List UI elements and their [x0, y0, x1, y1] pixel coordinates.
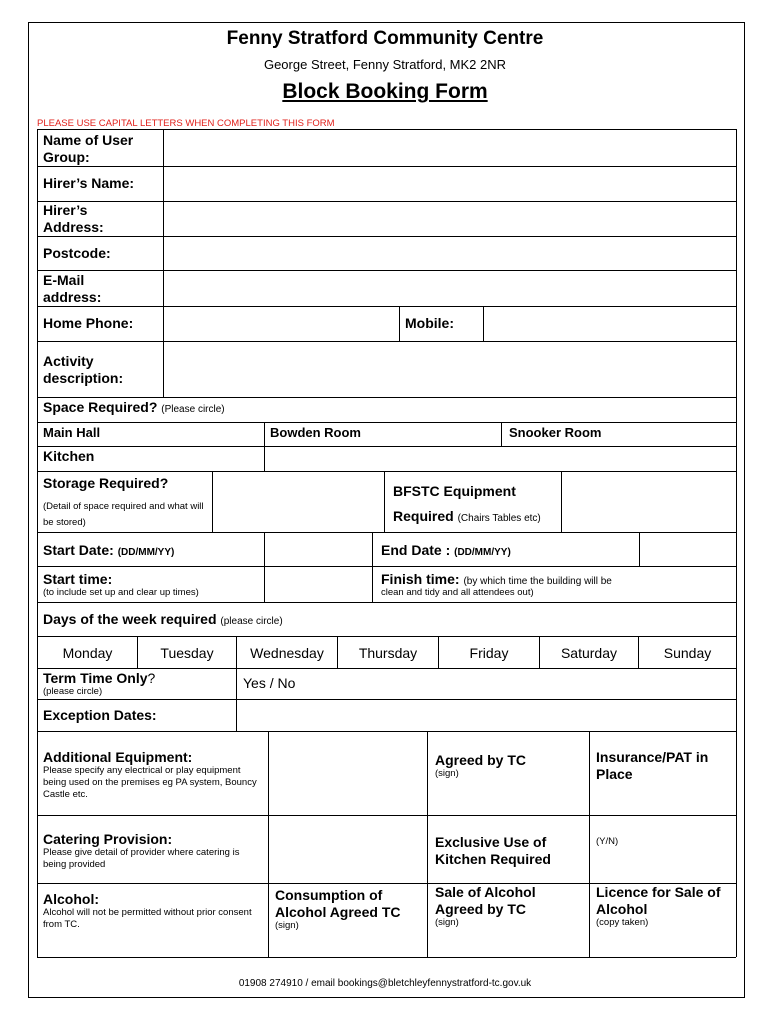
term-time-label: Term Time Only?: [43, 670, 156, 686]
mobile-field[interactable]: [484, 307, 735, 340]
space-required-label: Space Required? (Please circle): [43, 399, 225, 415]
finish-time-label: Finish time: (by which time the building will be: [381, 571, 612, 587]
additional-equipment-field[interactable]: [269, 732, 426, 814]
additional-equipment-hint: Please specify any electrical or play equipment being used on the premises eg PA system, Bouncy Castle etc.: [43, 765, 257, 800]
start-date-field[interactable]: [265, 533, 371, 565]
exclusive-kitchen-label: Exclusive Use of Kitchen Required: [435, 834, 551, 867]
email-field[interactable]: [164, 271, 735, 305]
capitals-notice: PLEASE USE CAPITAL LETTERS WHEN COMPLETING THIS FORM: [37, 118, 335, 129]
room-snooker[interactable]: Snooker Room: [509, 425, 602, 440]
additional-equipment-label: Additional Equipment:: [43, 749, 193, 765]
day-saturday[interactable]: Saturday: [560, 645, 618, 661]
day-thursday[interactable]: Thursday: [358, 645, 418, 661]
sale-alcohol-hint: (sign): [435, 917, 459, 928]
user-group-label: Name of User Group:: [43, 132, 134, 165]
org-name: Fenny Stratford Community Centre: [226, 28, 544, 49]
finish-time-hint: clean and tidy and all attendees out): [381, 587, 534, 598]
hirer-name-field[interactable]: [164, 167, 735, 200]
consumption-alcohol-hint: (sign): [275, 920, 299, 931]
activity-field[interactable]: [164, 342, 735, 396]
mobile-label: Mobile:: [405, 315, 454, 331]
catering-field[interactable]: [269, 816, 426, 882]
licence-hint: (copy taken): [596, 917, 649, 928]
postcode-field[interactable]: [164, 237, 735, 269]
hirer-address-label: Hirer’s Address:: [43, 202, 104, 235]
hirer-address-field[interactable]: [164, 202, 735, 235]
alcohol-label: Alcohol:: [43, 891, 99, 907]
home-phone-label: Home Phone:: [43, 315, 134, 331]
catering-hint: Please give detail of provider where catering is being provided: [43, 847, 240, 870]
insurance-pat-label: Insurance/PAT in Place: [596, 749, 709, 782]
form-title: Block Booking Form: [282, 80, 488, 103]
day-monday[interactable]: Monday: [62, 645, 113, 661]
end-date-field[interactable]: [640, 533, 735, 565]
equipment-field[interactable]: [562, 472, 735, 531]
storage-hint: (Detail of space required and what will be stored): [43, 501, 204, 528]
start-time-hint: (to include set up and clear up times): [43, 587, 199, 598]
days-label: Days of the week required (please circle): [43, 611, 283, 627]
room-kitchen[interactable]: Kitchen: [43, 448, 95, 464]
storage-label: Storage Required?: [43, 475, 169, 491]
catering-label: Catering Provision:: [43, 831, 173, 847]
exception-dates-label: Exception Dates:: [43, 707, 157, 723]
room-bowden[interactable]: Bowden Room: [270, 425, 361, 440]
licence-label: Licence for Sale of Alcohol: [596, 884, 721, 917]
user-group-field[interactable]: [164, 130, 735, 165]
start-date-label: Start Date: (DD/MM/YY): [43, 542, 175, 558]
footer-contact: 01908 274910 / email bookings@bletchleyfennystratford-tc.gov.uk: [238, 978, 532, 989]
room-main-hall[interactable]: Main Hall: [43, 425, 101, 440]
start-time-field[interactable]: [265, 567, 371, 601]
org-address: George Street, Fenny Stratford, MK2 2NR: [263, 57, 507, 72]
day-wednesday[interactable]: Wednesday: [250, 645, 324, 661]
term-time-yes-no[interactable]: Yes / No: [243, 675, 296, 691]
hirer-name-label: Hirer’s Name:: [43, 175, 135, 191]
day-friday[interactable]: Friday: [469, 645, 509, 661]
exception-dates-field[interactable]: [237, 700, 735, 730]
alcohol-hint: Alcohol will not be permitted without prior consent from TC.: [43, 907, 252, 930]
end-date-label: End Date : (DD/MM/YY): [381, 542, 511, 558]
agreed-by-tc-hint: (sign): [435, 768, 459, 779]
day-sunday[interactable]: Sunday: [663, 645, 712, 661]
equipment-label-2: Required (Chairs Tables etc): [393, 508, 541, 524]
start-time-label: Start time:: [43, 571, 113, 587]
sale-alcohol-label: Sale of Alcohol Agreed by TC: [435, 884, 536, 917]
agreed-by-tc-label: Agreed by TC: [435, 752, 527, 768]
storage-field[interactable]: [213, 472, 383, 531]
day-tuesday[interactable]: Tuesday: [160, 645, 214, 661]
consumption-alcohol-label: Consumption of Alcohol Agreed TC: [275, 887, 401, 920]
postcode-label: Postcode:: [43, 245, 111, 261]
activity-label: Activity description:: [43, 353, 124, 386]
home-phone-field[interactable]: [164, 307, 398, 340]
equipment-label: BFSTC Equipment: [393, 483, 516, 499]
email-label: E-Mail address:: [43, 272, 102, 305]
exclusive-kitchen-yn[interactable]: (Y/N): [596, 836, 619, 847]
term-time-hint: (please circle): [43, 686, 103, 697]
